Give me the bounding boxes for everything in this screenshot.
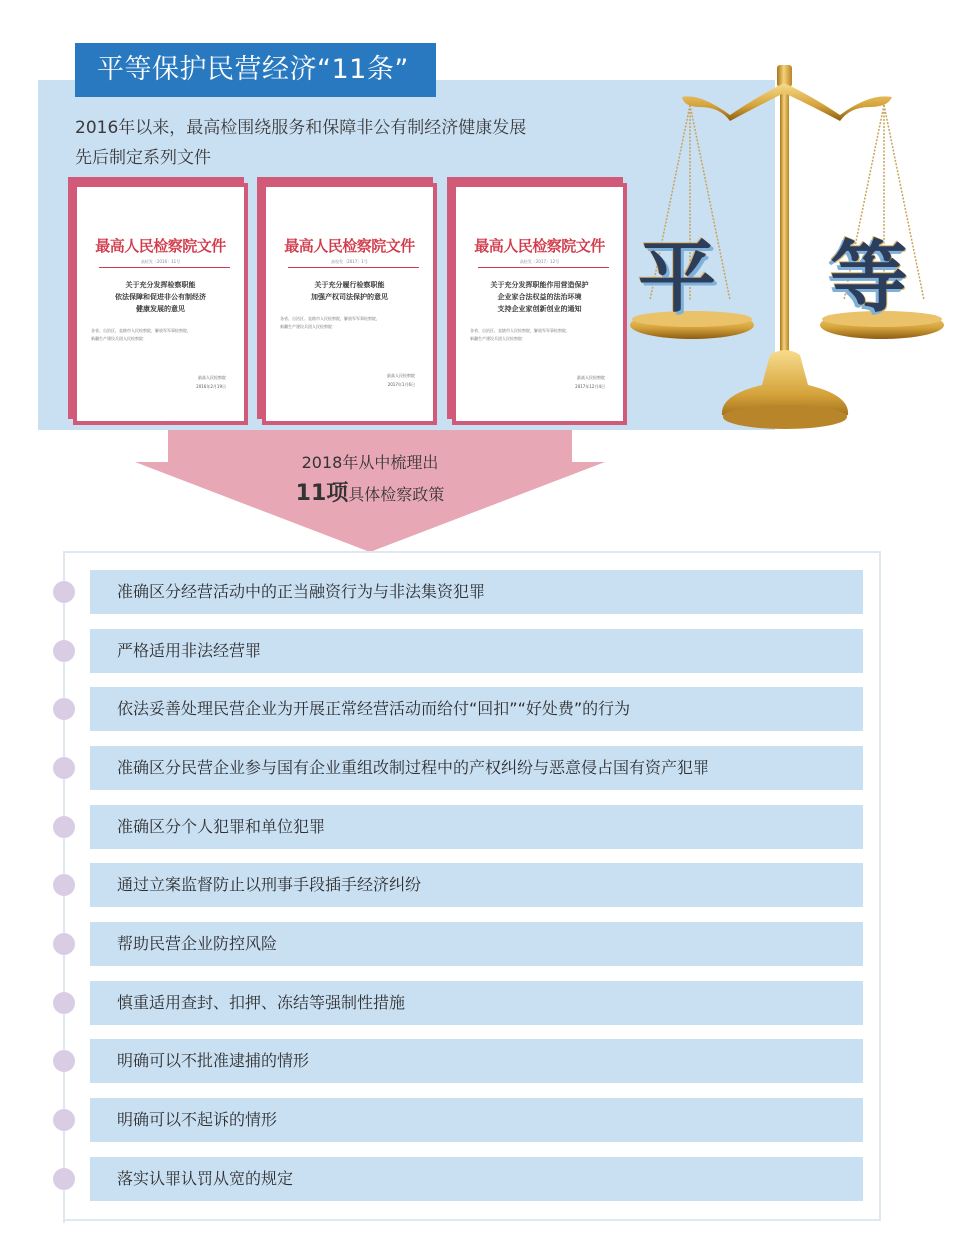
intro-line-2: 先后制定系列文件	[75, 148, 211, 168]
balance-scale-icon	[620, 55, 963, 440]
bullet-dot	[53, 698, 75, 720]
arrow-caption-line-2	[135, 476, 605, 507]
policy-item-3: 依法妥善处理民营企业为开展正常经营活动而给付“回扣”“好处费”的行为	[90, 687, 863, 731]
policy-item-11: 落实认罪认罚从宽的规定	[90, 1157, 863, 1201]
document-red-rule	[478, 267, 609, 268]
document-recipients: 各省、自治区、直辖市人民检察院，解放军军事检察院， 新疆生产建设兵团人民检察院：	[91, 328, 191, 341]
bullet-dot	[53, 1050, 75, 1072]
document-page	[262, 183, 437, 425]
bullet-dot	[53, 1168, 75, 1190]
document-card-2016	[68, 177, 248, 425]
document-card-2017-jan	[257, 177, 437, 425]
document-signature: 最高人民检察院 2016年2月19日	[196, 375, 226, 389]
policy-item-4: 准确区分民营企业参与国有企业重组改制过程中的产权纠纷与恶意侵占国有资产犯罪	[90, 746, 863, 790]
policy-item-1: 准确区分经营活动中的正当融资行为与非法集资犯罪	[90, 570, 863, 614]
policy-item-10: 明确可以不起诉的情形	[90, 1098, 863, 1142]
intro-line-1: 2016年以来，最高检围绕服务和保障非公有制经济健康发展	[75, 118, 527, 138]
bullet-dot	[53, 581, 75, 603]
arrow-caption-line-1: 2018年从中梳理出	[301, 453, 439, 472]
page-title: 平等保护民营经济“11条”	[75, 43, 436, 97]
document-page	[73, 183, 248, 425]
document-title: 关于充分发挥职能作用营造保护 企业家合法权益的法治环境 支持企业家创新创业的通知	[490, 280, 589, 313]
document-red-rule	[288, 267, 419, 268]
document-recipients: 各省、自治区、直辖市人民检察院，解放军军事检察院， 新疆生产建设兵团人民检察院：	[280, 316, 380, 329]
document-red-rule	[99, 267, 230, 268]
document-recipients: 各省、自治区、直辖市人民检察院，解放军军事检察院， 新疆生产建设兵团人民检察院：	[470, 328, 570, 341]
policy-item-7: 帮助民营企业防控风险	[90, 922, 863, 966]
document-signature: 最高人民检察院 2017年1月6日	[387, 373, 415, 387]
bullet-dot	[53, 640, 75, 662]
bullet-dot	[53, 757, 75, 779]
bullet-dot	[53, 874, 75, 896]
document-page	[452, 183, 627, 425]
policy-item-6: 通过立案监督防止以刑事手段插手经济纠纷	[90, 863, 863, 907]
bullet-dot	[53, 1109, 75, 1131]
policy-item-5: 准确区分个人犯罪和单位犯罪	[90, 805, 863, 849]
document-signature: 最高人民检察院 2017年12月4日	[575, 375, 605, 389]
policy-item-9: 明确可以不批准逮捕的情形	[90, 1039, 863, 1083]
document-number: 高检发〔2016〕11号	[140, 259, 181, 264]
document-number: 高检发〔2017〕1号	[331, 259, 368, 264]
document-card-2017-dec	[447, 177, 627, 425]
scale-left-char: 平	[638, 233, 717, 323]
document-org-header: 最高人民检察院文件	[95, 237, 226, 255]
policy-item-8: 慎重适用查封、扣押、冻结等强制性措施	[90, 981, 863, 1025]
bullet-dot	[53, 992, 75, 1014]
document-number: 高检发〔2017〕12号	[519, 259, 560, 264]
bullet-dot	[53, 933, 75, 955]
document-org-header: 最高人民检察院文件	[474, 237, 605, 255]
policy-item-2: 严格适用非法经营罪	[90, 629, 863, 673]
policy-count: 11项	[295, 481, 349, 506]
document-title: 关于充分发挥检察职能 依法保障和促进非公有制经济 健康发展的意见	[115, 280, 206, 313]
intro-text	[75, 113, 526, 173]
bullet-dot	[53, 816, 75, 838]
policy-count-label: 具体检察政策	[348, 485, 445, 504]
scale-right-char: 等	[830, 233, 909, 323]
document-title: 关于充分履行检察职能 加强产权司法保护的意见	[311, 280, 388, 301]
document-org-header: 最高人民检察院文件	[284, 237, 415, 255]
